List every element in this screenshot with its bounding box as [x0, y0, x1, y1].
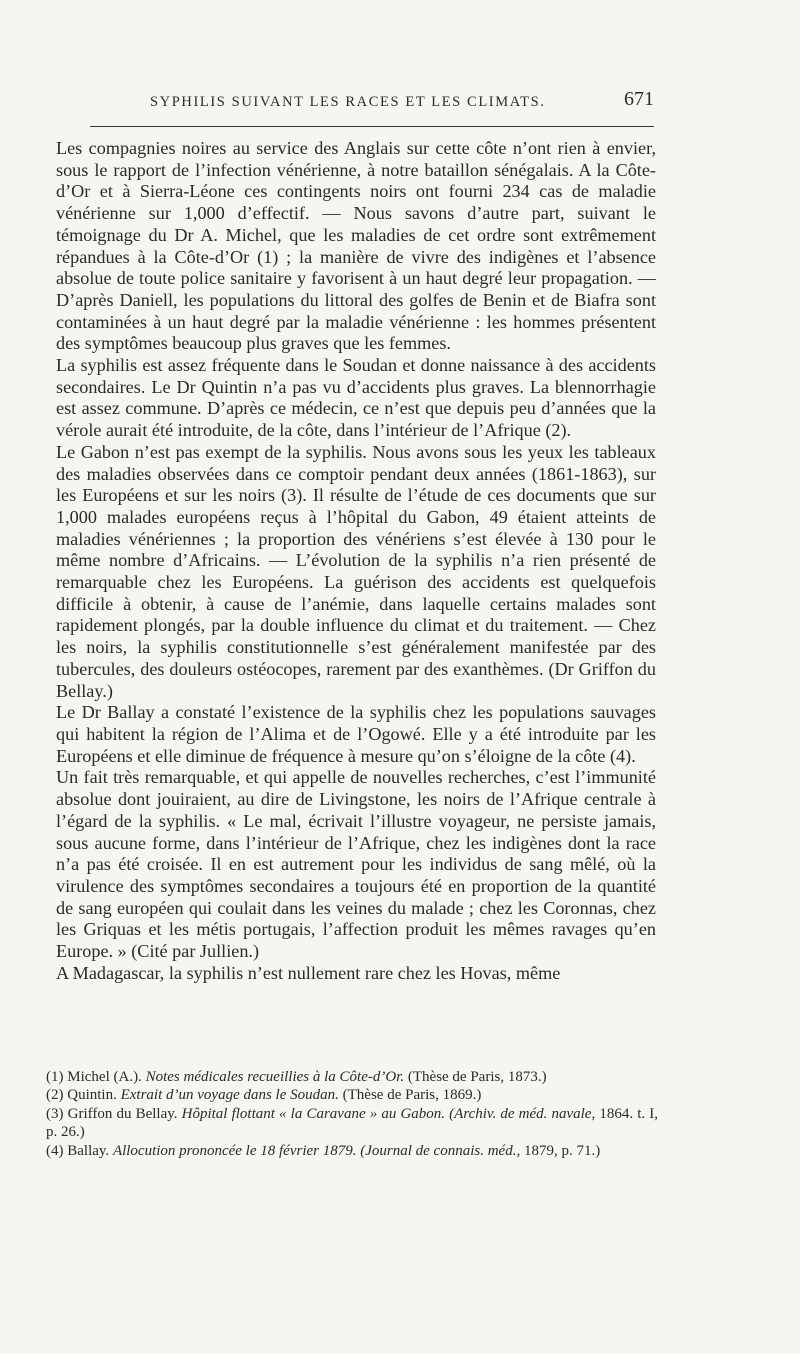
footnote	[46, 1142, 658, 1160]
footnote-number: (4)	[46, 1142, 64, 1159]
footnote-number: (1)	[46, 1069, 64, 1085]
footnote-title: Notes médicales recueillies à la Côte-d’Or.	[145, 1069, 405, 1085]
footnote-author: Quintin.	[67, 1087, 117, 1104]
footnote-title: Hôpital flottant « la Caravane » au Gabon. (Archiv. de méd. navale,	[181, 1105, 596, 1122]
footnote-number: (2)	[46, 1087, 64, 1104]
paragraph: Le Gabon n’est pas exempt de la syphilis. Nous avons sous les yeux les tableaux des maladies observées dans ce comptoir pendant deux années (1861-1863), sur les Européens et sur les noirs (3). Il résulte de l’étude de ces documents que sur 1,000 malades européens reçus à l’hôpital du Gabon, 49 étaient atteints de maladies vénériennes ; la proportion des vénériens s’est élevée à 130 pour le même nombre d’Africains. — L’évolution de la syphilis n’a rien présenté de remarquable chez les Européens. La guérison des accidents est quelquefois difficile à obtenir, à cause de l’anémie, dans laquelle certains malades sont rapidement plongés, par la double influence du climat et du traitement. — Chez les noirs, la syphilis constitutionnelle s’est généralement manifestée par des tubercules, des douleurs ostéocopes, rarement par des exanthèmes. (Dr Griffon du Bellay.)	[56, 441, 656, 701]
footnote-author: Michel (A.).	[67, 1069, 142, 1085]
running-title: SYPHILIS SUIVANT LES RACES ET LES CLIMATS.	[150, 94, 546, 110]
page-header	[60, 88, 654, 128]
main-text	[56, 138, 656, 984]
footnote-rest: 1864. t. I, p. 26.)	[46, 1105, 658, 1141]
header-rule	[90, 126, 654, 127]
footnote-number: (3)	[46, 1105, 64, 1122]
paragraph: La syphilis est assez fréquente dans le Soudan et donne naissance à des accidents secondaires. Le Dr Quintin n’a pas vu d’accidents plus graves. La blennorrhagie est assez commune. D’après ce médecin, ce n’est que depuis peu d’années que la vérole aurait été introduite, de la côte, dans l’intérieur de l’Afrique (2).	[56, 355, 656, 441]
paragraph: Le Dr Ballay a constaté l’existence de la syphilis chez les populations sauvages qui habitent la région de l’Alima et de l’Ogowé. Elle y a été introduite par les Européens et elle diminue de fréquence à mesure qu’on s’éloigne de la côte (4).	[56, 702, 656, 766]
footnote	[46, 1105, 658, 1142]
page-number: 671	[624, 88, 654, 110]
footnote-rest: 1879, p. 71.)	[523, 1142, 601, 1159]
paragraph: Les compagnies noires au service des Anglais sur cette côte n’ont rien à envier, sous le rapport de l’infection vénérienne, à notre bataillon sénégalais. A la Côte-d’Or et à Sierra-Léone ces contingents noirs ont fourni 234 cas de maladie vénérienne sur 1,000 d’effectif. — Nous savons d’autre part, suivant le témoignage du Dr A. Michel, que les maladies de cet ordre sont extrêmement répandues à la Côte-d’Or (1) ; la manière de vivre des indigènes et l’absence absolue de toute police sanitaire y favorisent à un haut degré leur propagation. — D’après Daniell, les populations du littoral des golfes de Benin et de Biafra sont contaminées à un haut degré par la maladie vénérienne : les hommes présentent des symptômes beaucoup plus graves que les femmes.	[56, 138, 656, 354]
footnote-title: Extrait d’un voyage dans le Soudan.	[120, 1087, 339, 1104]
footnote-rest: (Thèse de Paris, 1873.)	[407, 1069, 547, 1085]
footnote-rest: (Thèse de Paris, 1869.)	[342, 1087, 482, 1104]
footnotes	[46, 1068, 658, 1160]
paragraph: Un fait très remarquable, et qui appelle de nouvelles recherches, c’est l’immunité absolue dont jouiraient, au dire de Livingstone, les noirs de l’Afrique centrale à l’égard de la syphilis. « Le mal, écrivait l’illustre voyageur, ne persiste jamais, sous aucune forme, dans l’intérieur de l’Afrique, chez les indigènes dont la race n’a pas été croisée. Il en est autrement pour les individus de sang mêlé, où la virulence des symptômes secondaires a toujours été en proportion de la quantité de sang européen qui coulait dans les veines du malade ; chez les Coronnas, chez les Griquas et les métis portugais, l’affection produit les mêmes ravages qu’en Europe. » (Cité par Jullien.)	[56, 767, 656, 962]
footnote	[46, 1086, 658, 1104]
footnote-author: Griffon du Bellay.	[67, 1105, 178, 1122]
footnote	[46, 1068, 658, 1086]
footnote-title: Allocution prononcée le 18 février 1879. (Journal de connais. méd.,	[112, 1142, 521, 1159]
paragraph: A Madagascar, la syphilis n’est nullement rare chez les Hovas, même	[56, 962, 561, 983]
footnote-author: Ballay.	[67, 1142, 110, 1159]
